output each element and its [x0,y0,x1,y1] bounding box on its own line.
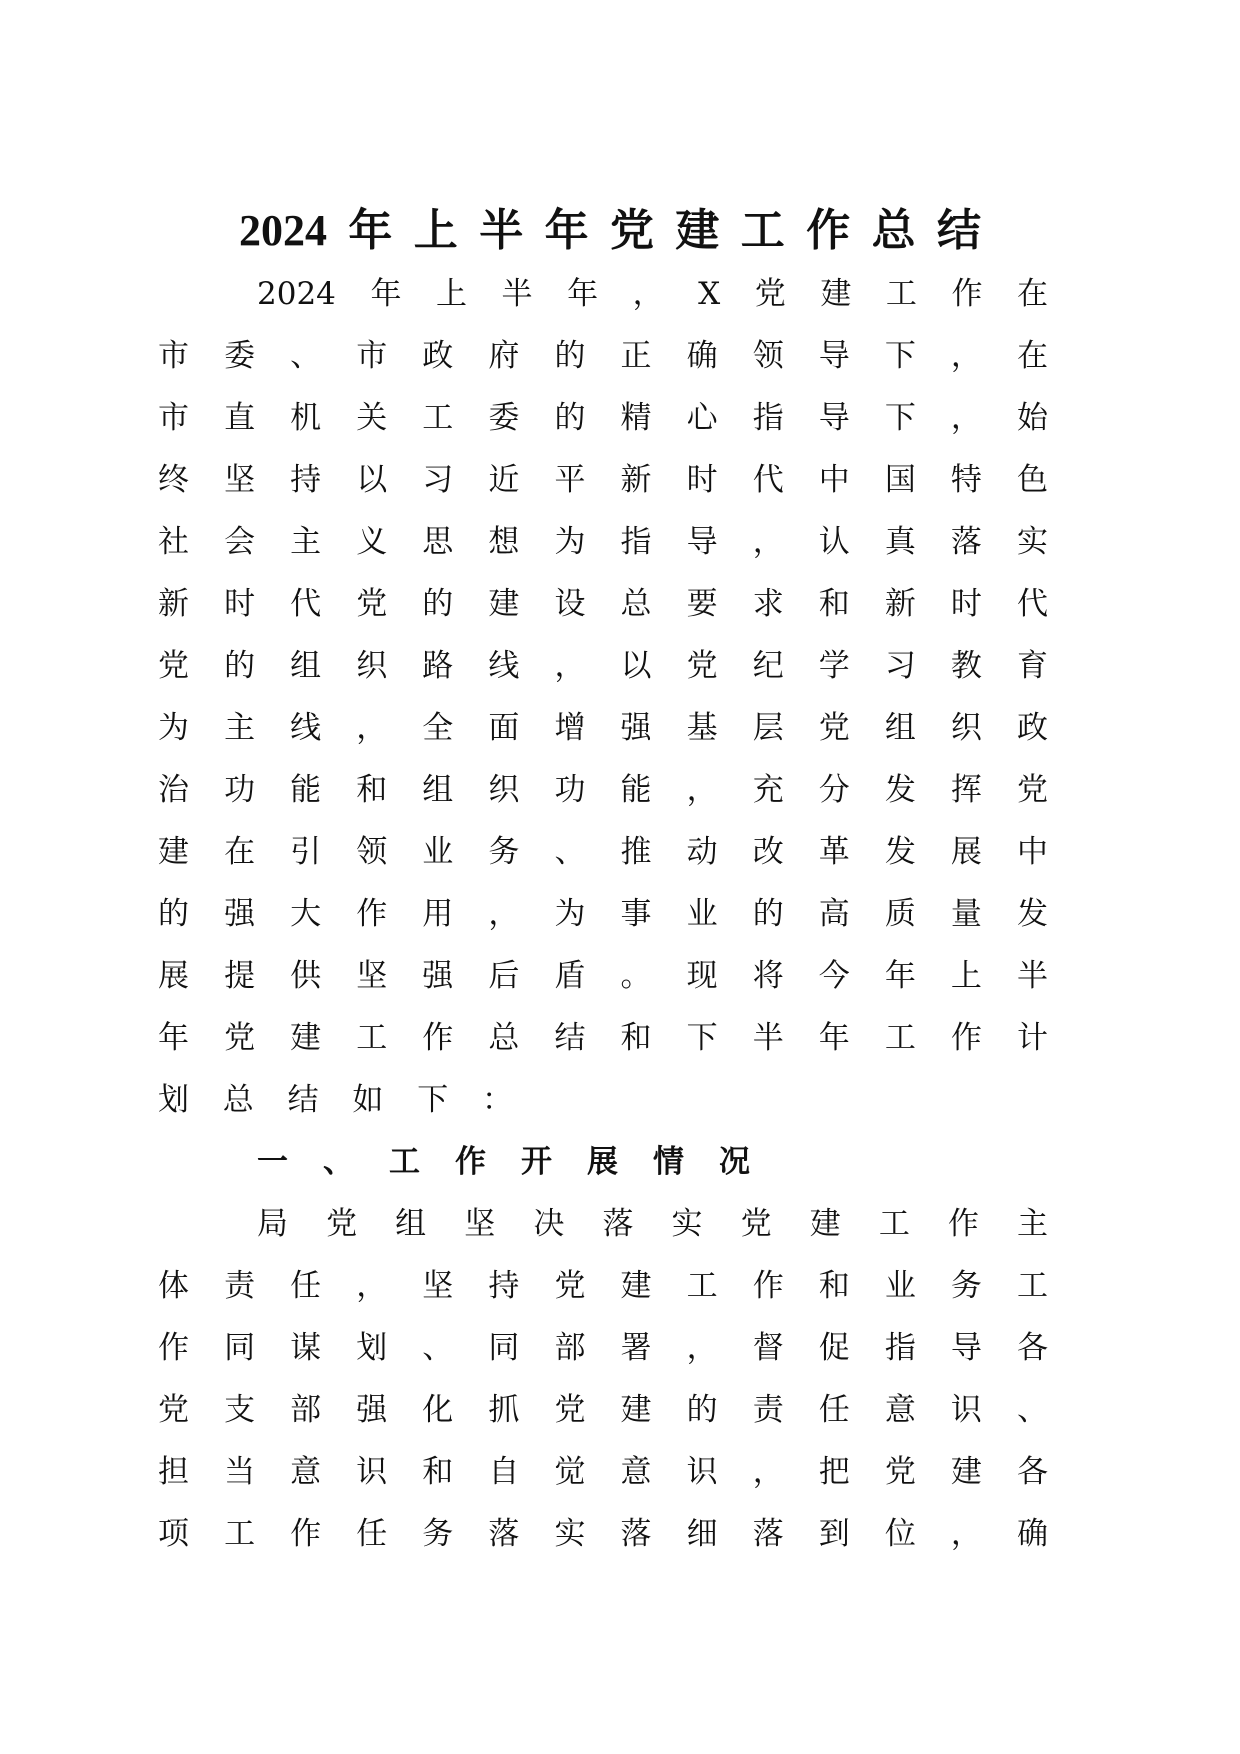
text-line: 党的组织路线，以党纪学习教育 [158,648,1048,684]
section-paragraph [0,1193,1240,1565]
page-title: 2024年上半年党建工作总结 [239,206,981,255]
text-line: 的强大作用，为事业的高质量发 [158,896,1048,932]
text-line: 2024年上半年，X党建工作在 [257,276,1048,312]
text-line: 年党建工作总结和下半年工作计 [158,1020,1048,1056]
intro-paragraph [0,263,1240,1131]
document-page [0,199,1240,1565]
text-line: 市委、市政府的正确领导下，在 [158,338,1048,374]
text-line: 为主线，全面增强基层党组织政 [158,710,1048,746]
text-line: 局党组坚决落实党建工作主 [257,1206,1048,1242]
text-line: 市直机关工委的精心指导下，始 [158,400,1048,436]
text-line: 划总结如下： [158,1082,513,1118]
text-line: 建在引领业务、推动改革发展中 [158,834,1048,870]
text-line: 党支部强化抓党建的责任意识、 [158,1392,1048,1428]
section-heading: 一、工作开展情况 [257,1144,750,1180]
text-line: 社会主义思想为指导，认真落实 [158,524,1048,560]
text-line: 治功能和组织功能，充分发挥党 [158,772,1048,808]
text-line: 终坚持以习近平新时代中国特色 [158,462,1048,498]
text-line: 新时代党的建设总要求和新时代 [158,586,1048,622]
text-line: 项工作任务落实落细落到位，确 [158,1516,1048,1552]
text-line: 作同谋划、同部署，督促指导各 [158,1330,1048,1366]
text-line: 体责任，坚持党建工作和业务工 [158,1268,1048,1304]
text-line: 担当意识和自觉意识，把党建各 [158,1454,1048,1490]
text-line: 展提供坚强后盾。现将今年上半 [158,958,1048,994]
